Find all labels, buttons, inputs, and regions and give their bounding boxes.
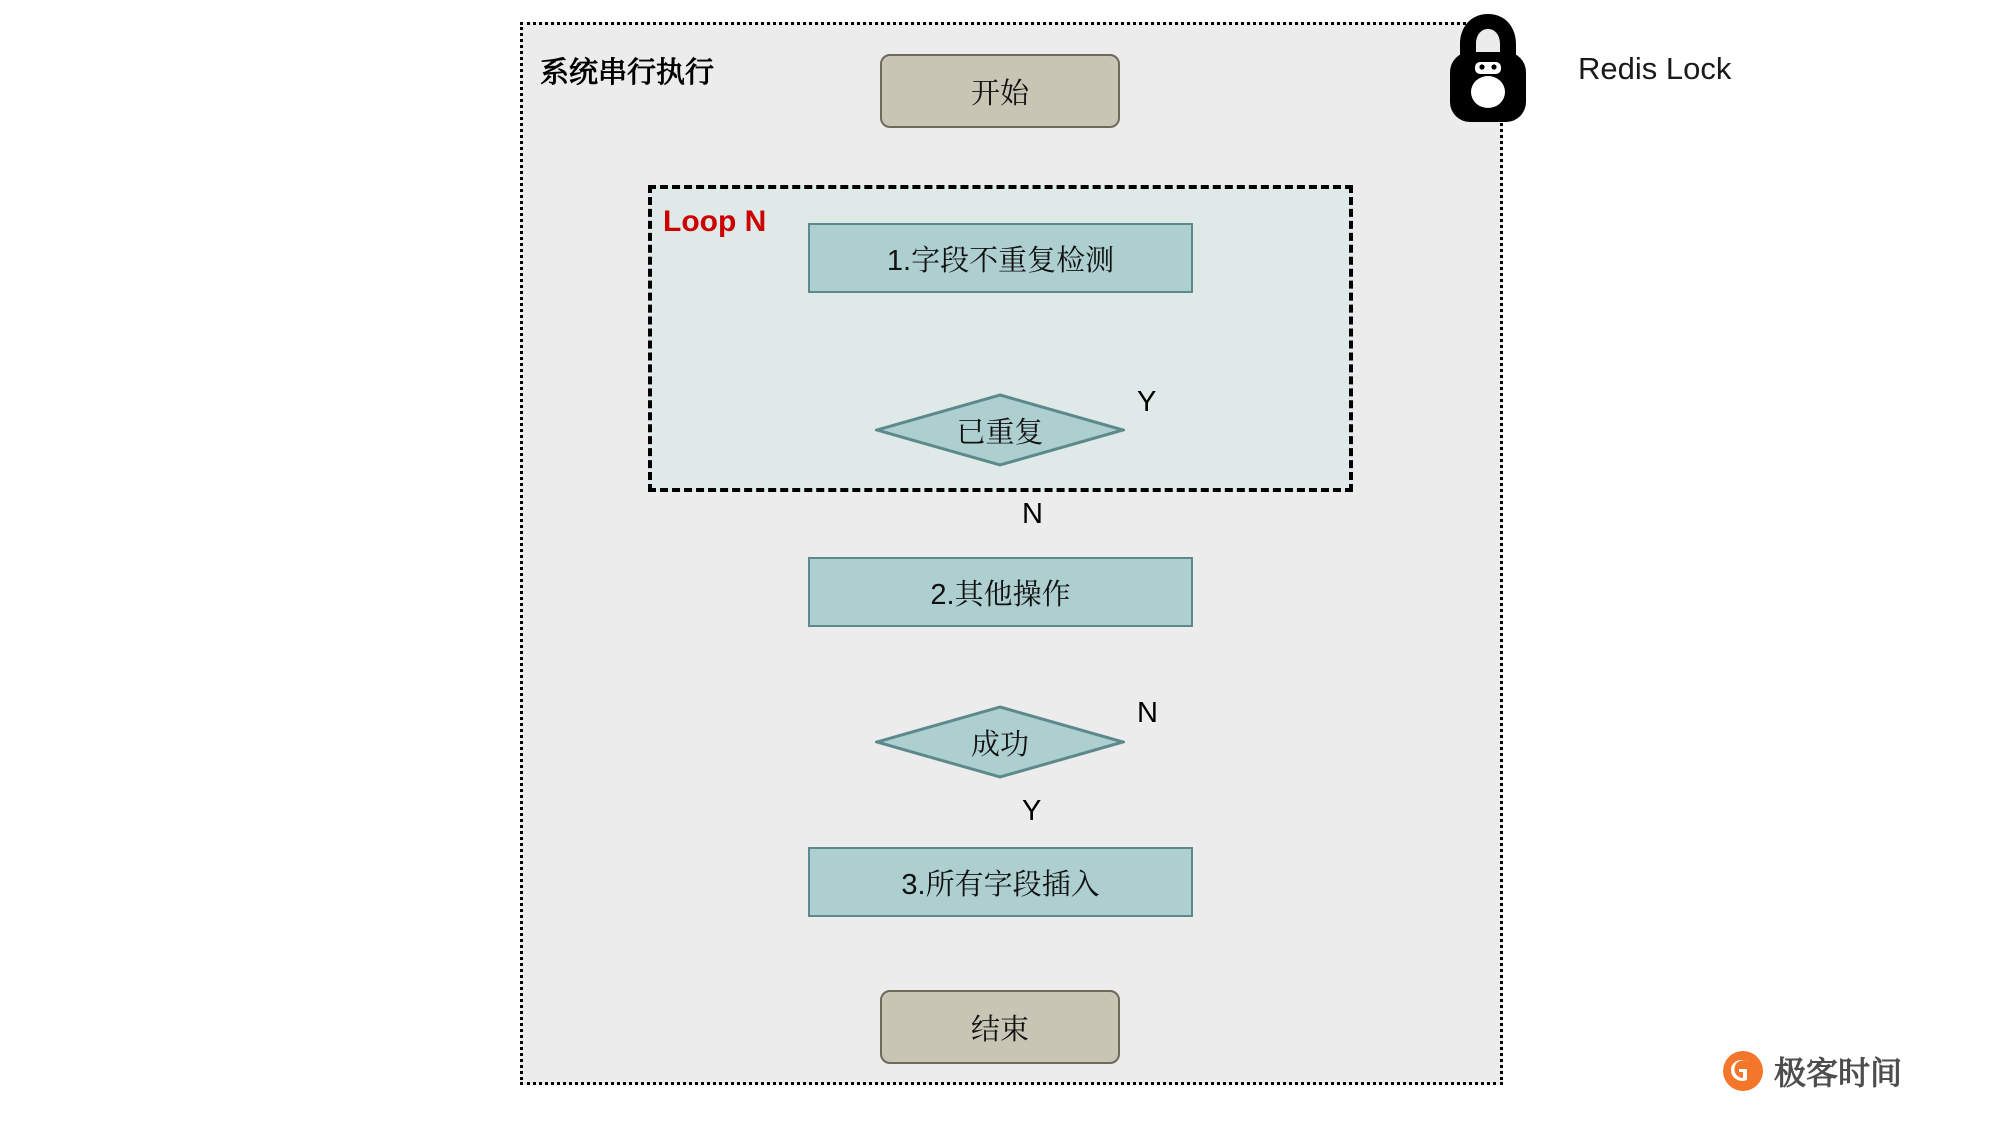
node-decision-duplicate-label: 已重复 — [956, 416, 1044, 449]
loop-label: Loop N — [663, 205, 767, 238]
node-step-2 — [808, 557, 1193, 627]
lock-caption: Redis Lock — [1578, 51, 1732, 86]
brand-logo-icon — [1722, 1050, 1764, 1092]
node-start — [880, 54, 1120, 128]
outer-container-label: 系统串行执行 — [540, 57, 715, 89]
node-step-1 — [808, 223, 1193, 293]
node-end-label: 结束 — [970, 1013, 1029, 1046]
node-start-label: 开始 — [970, 77, 1029, 110]
edge-label-success-yes: Y — [1022, 795, 1042, 827]
node-decision-duplicate — [875, 393, 1125, 467]
node-step-3-label: 3.所有字段插入 — [901, 868, 1100, 901]
edge-label-duplicate-yes: Y — [1137, 386, 1157, 418]
serial-execution-container — [520, 22, 1503, 1085]
node-end — [880, 990, 1120, 1064]
padlock-icon — [1442, 10, 1534, 125]
node-decision-success-label: 成功 — [970, 728, 1029, 761]
node-decision-success — [875, 705, 1125, 779]
node-step-2-label: 2.其他操作 — [930, 578, 1071, 611]
brand-name: 极客时间 — [1774, 1055, 1903, 1091]
node-step-1-label: 1.字段不重复检测 — [886, 244, 1115, 277]
edge-label-success-no: N — [1137, 697, 1158, 729]
brand-watermark — [1722, 1048, 1902, 1094]
node-step-3 — [808, 847, 1193, 917]
edge-label-duplicate-no: N — [1022, 498, 1043, 530]
